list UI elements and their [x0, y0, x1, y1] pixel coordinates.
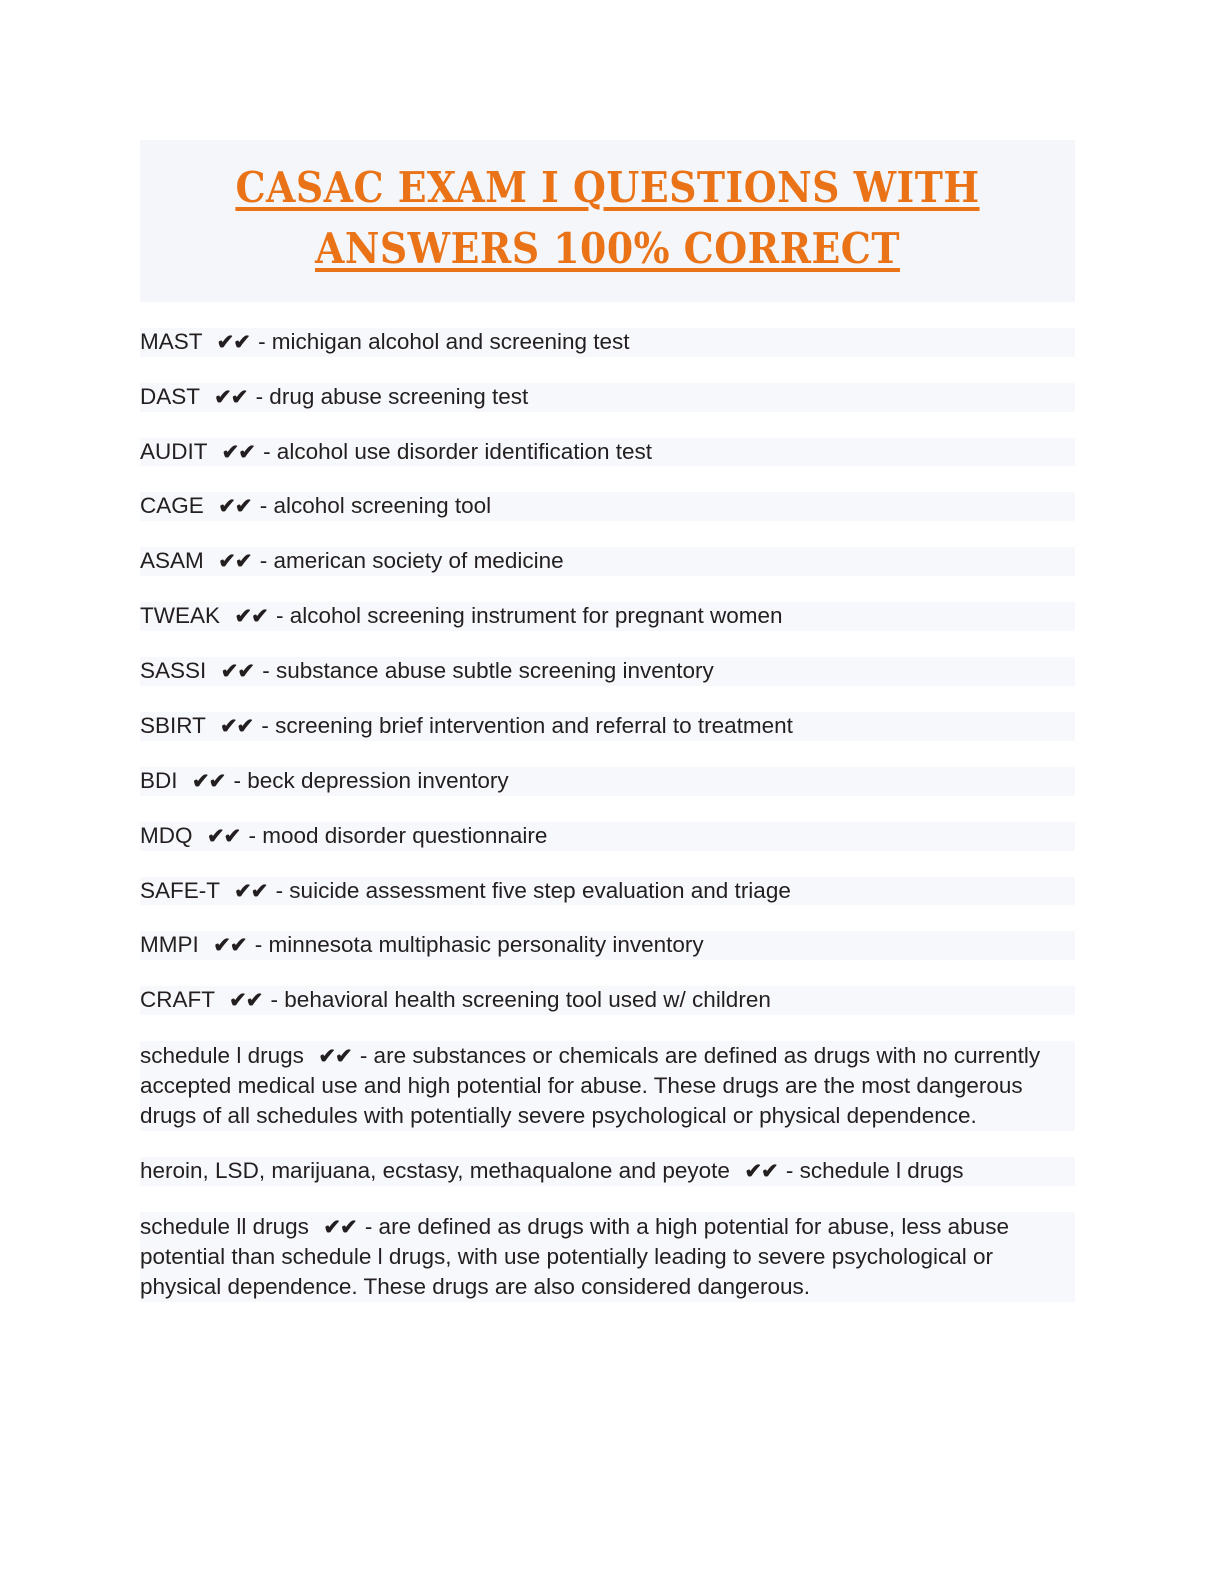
check-icon: ✔✔ [213, 934, 247, 958]
qa-term: schedule l drugs [140, 1043, 317, 1069]
qa-term: DAST [140, 383, 213, 409]
check-icon: ✔✔ [219, 714, 254, 738]
qa-entry [140, 492, 1075, 521]
qa-entry [140, 1041, 1075, 1131]
qa-entry [140, 602, 1075, 631]
qa-term: TWEAK [140, 603, 233, 629]
qa-entry [140, 712, 1075, 741]
qa-term: SBIRT [140, 712, 218, 738]
check-icon: ✔✔ [207, 824, 241, 848]
check-icon: ✔✔ [234, 605, 268, 629]
check-icon: ✔✔ [216, 330, 250, 354]
check-icon: ✔✔ [234, 879, 268, 903]
qa-answer: - alcohol screening instrument for pregnant women [269, 603, 783, 629]
qa-entry [140, 822, 1075, 851]
qa-entry [140, 986, 1075, 1015]
qa-term: SAFE-T [140, 877, 233, 903]
qa-answer: - are defined as drugs with a high potential for abuse, less abuse potential than schedule l drugs, with use potentially leading to severe psychological or physical dependence. These drugs are also considered dangerous. [140, 1213, 1009, 1299]
qa-entry [140, 1157, 1075, 1186]
qa-term: CAGE [140, 493, 217, 519]
document-content [140, 140, 1075, 1328]
qa-answer: - beck depression inventory [227, 767, 509, 793]
qa-entry [140, 1212, 1075, 1302]
qa-entry [140, 438, 1075, 467]
qa-answer: - drug abuse screening test [249, 383, 529, 409]
qa-answer: - screening brief intervention and referral to treatment [255, 712, 793, 738]
check-icon: ✔✔ [221, 440, 255, 464]
qa-entry [140, 383, 1075, 412]
qa-entry [140, 767, 1075, 796]
qa-term: CRAFT [140, 987, 228, 1013]
qa-answer: - american society of medicine [253, 548, 564, 574]
qa-entry-list [140, 328, 1075, 1302]
qa-entry [140, 877, 1075, 906]
qa-term: schedule ll drugs [140, 1213, 322, 1239]
qa-answer: - alcohol use disorder identification test [256, 438, 653, 464]
qa-entry [140, 657, 1075, 686]
document-title [140, 140, 1075, 302]
check-icon: ✔✔ [220, 660, 254, 684]
check-icon: ✔✔ [214, 385, 248, 409]
qa-answer: - behavioral health screening tool used w/ children [264, 987, 771, 1013]
qa-term: MDQ [140, 822, 205, 848]
qa-entry [140, 931, 1075, 960]
check-icon: ✔✔ [323, 1215, 357, 1239]
qa-term: heroin, LSD, marijuana, ecstasy, methaqualone and peyote [140, 1157, 743, 1183]
check-icon: ✔✔ [318, 1045, 352, 1069]
check-icon: ✔✔ [744, 1159, 778, 1183]
qa-term: AUDIT [140, 438, 220, 464]
qa-answer: - michigan alcohol and screening test [251, 328, 630, 354]
qa-entry [140, 328, 1075, 357]
qa-answer: - mood disorder questionnaire [242, 822, 548, 848]
qa-answer: - minnesota multiphasic personality inventory [248, 932, 704, 958]
qa-term: SASSI [140, 658, 219, 684]
qa-answer: - alcohol screening tool [253, 493, 492, 519]
check-icon: ✔✔ [192, 769, 226, 793]
qa-term: ASAM [140, 548, 217, 574]
check-icon: ✔✔ [218, 550, 252, 574]
qa-term: MAST [140, 328, 215, 354]
page-title-line-1: CASAC EXAM I QUESTIONS WITH [235, 163, 980, 212]
check-icon: ✔✔ [218, 495, 252, 519]
qa-term: BDI [140, 767, 191, 793]
check-icon: ✔✔ [229, 989, 263, 1013]
qa-entry [140, 547, 1075, 576]
qa-answer: - substance abuse subtle screening inventory [256, 658, 714, 684]
qa-answer: - suicide assessment five step evaluation and triage [269, 877, 791, 903]
qa-answer: - are substances or chemicals are defined as drugs with no currently accepted medical use and high potential for abuse. These drugs are the most dangerous drugs of all schedules with potentially severe psychological or physical dependence. [140, 1043, 1041, 1128]
qa-term: MMPI [140, 932, 212, 958]
page-title-line-2: ANSWERS 100% CORRECT [315, 223, 900, 273]
qa-answer: - schedule l drugs [779, 1157, 964, 1183]
